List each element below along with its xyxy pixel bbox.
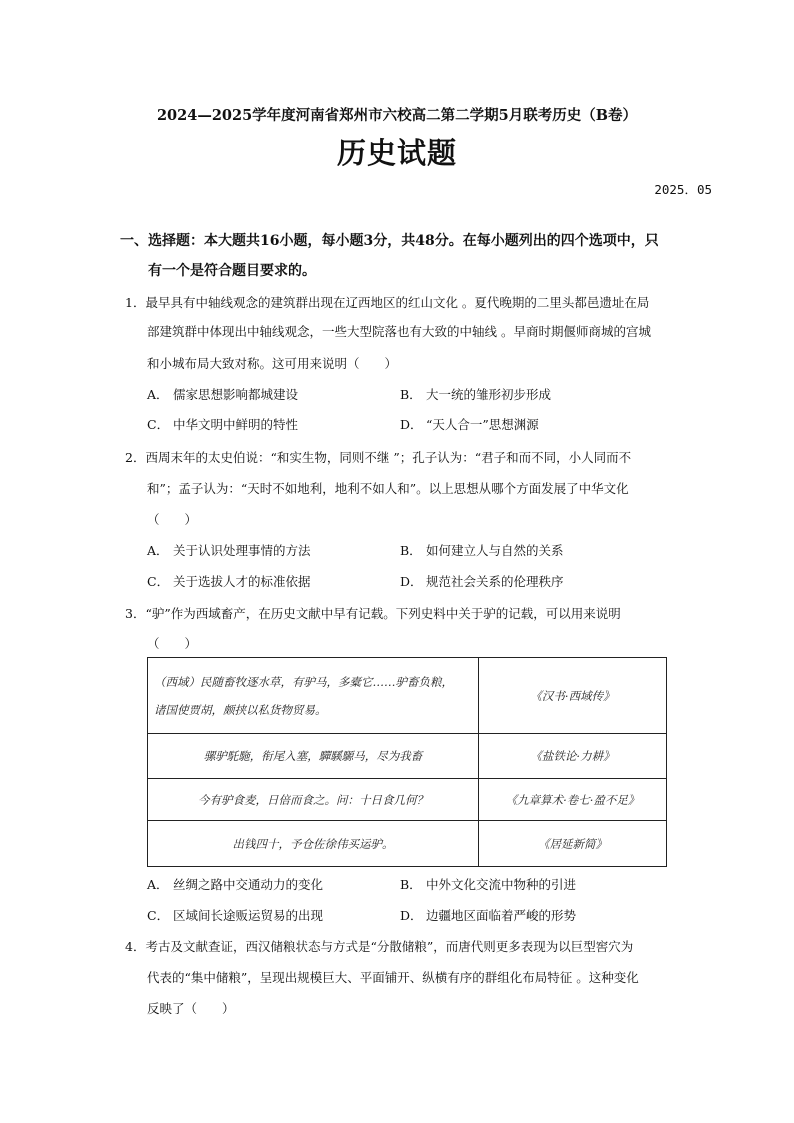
section-heading-line-2: 有一个是符合题目要求的。 [148,263,316,279]
table-cell-source: 《盐铁论·力耕》 [479,734,667,779]
table-row [148,658,667,734]
question-1-line-2: 部建筑群中体现出中轴线观念，一些大型院落也有大致的中轴线 。早商时期偃师商城的宫城 [147,324,651,339]
question-1-option-b[interactable]: B． 大一统的雏形初步形成 [400,387,552,402]
source-table [147,657,667,867]
question-3-option-a[interactable]: A． 丝绸之路中交通动力的变化 [147,877,324,892]
question-2-option-c[interactable]: C． 关于选拔人才的标准依据 [147,574,311,589]
question-2-line-3: （ ） [147,512,198,527]
question-2-line-2: 和”；孟子认为：“天时不如地利，地利不如人和”。以上思想从哪个方面发展了中华文化 [147,481,629,496]
exam-header-line: 2024—2025学年度河南省郑州市六校高二第二学期5月联考历史（B卷） [156,107,638,124]
question-1-option-c[interactable]: C． 中华文明中鲜明的特性 [147,417,299,432]
question-3-line-2: （ ） [147,636,198,651]
question-4-line-3: 反映了（ ） [147,1001,235,1016]
question-2-option-b[interactable]: B． 如何建立人与自然的关系 [400,543,564,558]
question-3-line-1: 3．“驴”作为西域畜产，在历史文献中早有记载。下列史料中关于驴的记载，可以用来说明 [125,606,621,621]
question-2-option-a[interactable]: A． 关于认识处理事情的方法 [147,543,311,558]
question-1-line-1: 1．最早具有中轴线观念的建筑群出现在辽西地区的红山文化 。夏代晚期的二里头都邑遗址在局 [125,295,650,310]
exam-date: 2025．05 [654,182,712,197]
page-title: 历史试题 [336,136,457,170]
question-3-option-b[interactable]: B． 中外文化交流中物种的引进 [400,877,577,892]
question-1-line-3: 和小城布局大致对称。这可用来说明（ ） [147,356,398,371]
question-1-option-a[interactable]: A． 儒家思想影响都城建设 [147,387,299,402]
question-4-line-1: 4．考古及文献查证，西汉储粮状态与方式是“分散储粮”，而唐代则更多表现为以巨型窖穴为 [125,939,634,954]
table-cell-text: 出钱四十，予仓佐徐伟买运驴。 [148,821,479,867]
table-cell-source: 《九章算术·卷七·盈不足》 [479,779,667,821]
question-2-line-1: 2．西周末年的太史伯说：“和实生物，同则不继 ”；孔子认为：“君子和而不同，小人同而不 [125,450,632,465]
table-cell-text: 今有驴食麦，日倍而食之。问：十日食几何？ [148,779,479,821]
question-2-option-d[interactable]: D． 规范社会关系的伦理秩序 [400,574,564,589]
table-row [148,779,667,821]
table-cell-text: （西域）民随畜牧逐水草，有驴马，多橐它……驴畜负粮， 诸国使贾胡，颇挟以私货物贸易。 [148,658,479,734]
question-3-option-c[interactable]: C． 区域间长途贩运贸易的出现 [147,908,324,923]
table-row [148,734,667,779]
table-cell-source: 《汉书·西域传》 [479,658,667,734]
question-4-line-2: 代表的“集中储粮”，呈现出规模巨大、平面铺开、纵横有序的群组化布局特征 。这种变化 [147,970,639,985]
table-row [148,821,667,867]
question-3-option-d[interactable]: D． 边疆地区面临着严峻的形势 [400,908,577,923]
table-cell-text: 骡驴馲駞，衔尾入塞，驒騱騵马，尽为我畜 [148,734,479,779]
table-cell-source: 《居延新简》 [479,821,667,867]
question-1-option-d[interactable]: D． “天人合一”思想渊源 [400,417,539,432]
section-heading-line-1: 一、选择题：本大题共16小题，每小题3分，共48分。在每小题列出的四个选项中，只 [120,233,659,249]
